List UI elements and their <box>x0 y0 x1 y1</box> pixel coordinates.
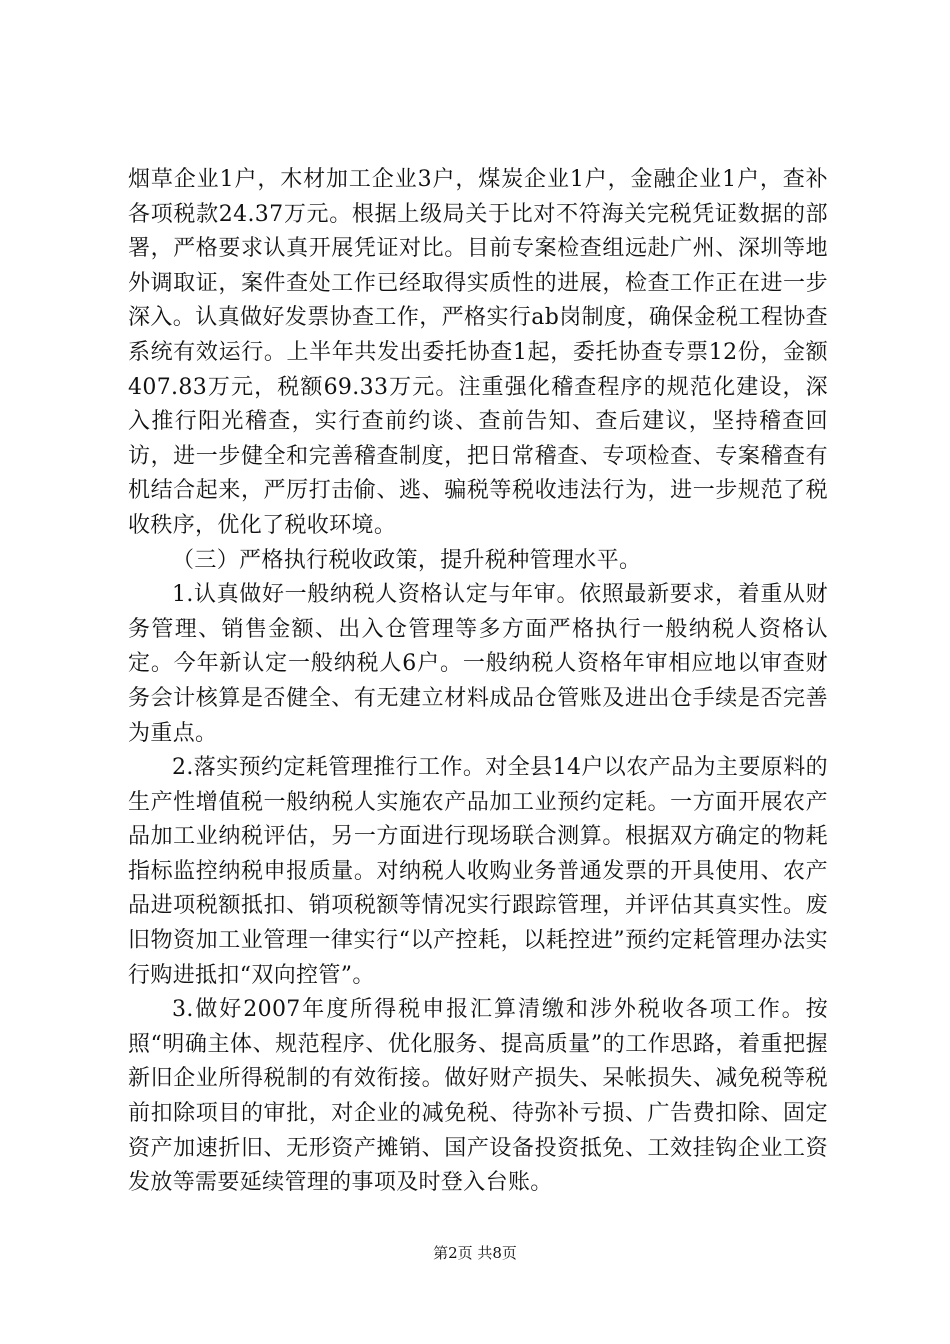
section-heading-tax-policy: （三）严格执行税收政策，提升税种管理水平。 <box>172 547 642 573</box>
paragraph-item-1-taxpayer-qualification: 1.认真做好一般纳税人资格认定与年审。依照最新要求，着重从财务管理、销售金额、出入仓管理等多方面严格执行一般纳税人资格认定。今年新认定一般纳税人6户。一般纳税人资格年审相应地以审查财务会计核算是否健全、有无建立材料成品仓管账及进出仓手续是否完善为重点。 <box>128 582 828 746</box>
page-number-footer: 第2页 共8页 <box>433 1244 517 1262</box>
paragraph-audit-results: 烟草企业1户，木材加工企业3户，煤炭企业1户，金融企业1户，查补各项税款24.37万元。根据上级局关于比对不符海关完税凭证数据的部署，严格要求认真开展凭证对比。目前专案检查组远赴广州、深圳等地外调取证，案件查处工作已经取得实质性的进展，检查工作正在进一步深入。认真做好发票协查工作，严格实行ab岗制度，确保金税工程协查系统有效运行。上半年共发出委托协查1起，委托协查专票12份，金额407.83万元，税额69.33万元。注重强化稽查程序的规范化建设，深入推行阳光稽查，实行查前约谈、查前告知、查后建议，坚持稽查回访，进一步健全和完善稽查制度，把日常稽查、专项检查、专案稽查有机结合起来，严厉打击偷、逃、骗税等税收违法行为，进一步规范了税收秩序，优化了税收环境。 <box>128 167 828 538</box>
document-body <box>128 163 828 1201</box>
paragraph-item-3-income-tax-settlement: 3.做好2007年度所得税申报汇算清缴和涉外税收各项工作。按照“明确主体、规范程序、优化服务、提高质量”的工作思路，着重把握新旧企业所得税制的有效衔接。做好财产损失、呆帐损失、减免税等税前扣除项目的审批，对企业的减免税、待弥补亏损、广告费扣除、固定资产加速折旧、无形资产摊销、国产设备投资抵免、工效挂钩企业工资发放等需要延续管理的事项及时登入台账。 <box>128 997 828 1196</box>
paragraph-item-2-consumption-management: 2.落实预约定耗管理推行工作。对全县14户以农产品为主要原料的生产性增值税一般纳税人实施农产品加工业预约定耗。一方面开展农产品加工业纳税评估，另一方面进行现场联合测算。根据双方确定的物耗指标监控纳税申报质量。对纳税人收购业务普通发票的开具使用、农产品进项税额抵扣、销项税额等情况实行跟踪管理，并评估其真实性。废旧物资加工业管理一律实行“以产控耗，以耗控进”预约定耗管理办法实行购进抵扣“双向控管”。 <box>128 755 828 988</box>
